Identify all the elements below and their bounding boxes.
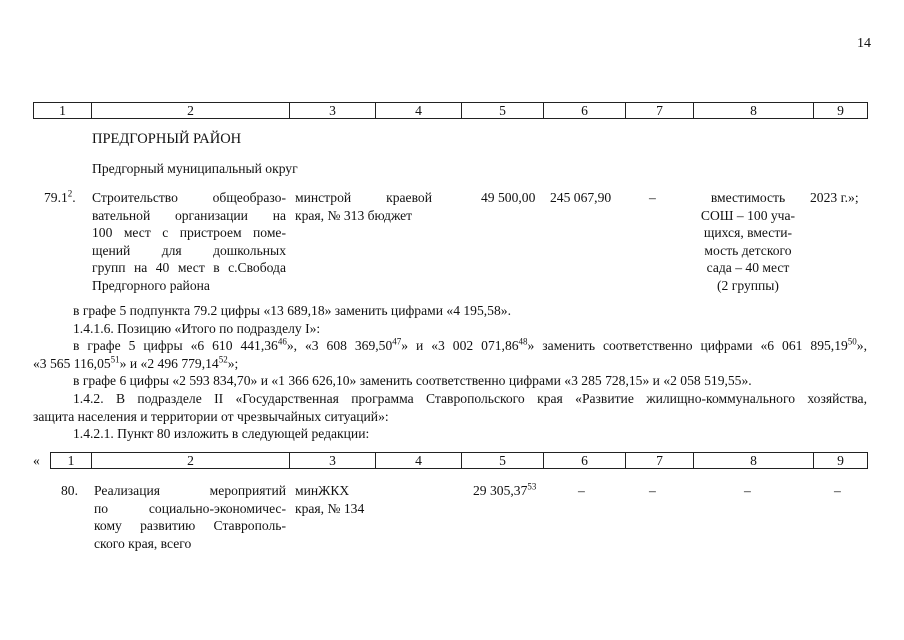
body-text: в графе 5 подпункта 79.2 цифры «13 689,18» заменить цифрами «4 195,58». 1.4.1.6. Позицию «Итого по подразделу I»: в графе 5 цифры «6 610 441,36$^{46}$», «3 608 369,50$^{47}$» и «3 002 071,86$^{48}$» заменить соответственно цифрами «6 061 895,19$^{50}$», «3 565 116,05$^{51}$» и «2 496 779,14$^{52}$»; в графе 6 цифры «2 593 834,70» и «1 366 626,10» заменить соответственно цифрами «3 285 728,15» и «2 058 519,55». 1.4.2. В подразделе II «Государственная программа Ставропольского края «Развитие жилищно-коммунального хозяйства, защита населения и территории от чрезвычайных ситуаций»: 1.4.2.1. Пункт 80 изложить в следующей редакции:: [33, 303, 867, 442]
column-number: 5: [462, 453, 544, 469]
row-description: Реализация мероприятий по социально-экономичес- кому развитию Ставрополь- ского края, всего: [94, 483, 286, 551]
cell-col8: вместимость СОШ – 100 уча- щихся, вмести- мость детского сада – 40 мест (2 группы): [700, 190, 796, 293]
column-number: 2: [92, 103, 290, 119]
column-number: 8: [694, 453, 814, 469]
row-description: Строительство общеобразо- вательной организации на 100 мест с пристроем поме- щений для дошкольных групп на 40 мест в с.Свобода Предгорного района: [92, 190, 286, 293]
section-title: ПРЕДГОРНЫЙ РАЙОН: [92, 131, 242, 147]
row-number: 79.1$^2$.: [44, 188, 76, 205]
column-number: 5: [462, 103, 544, 119]
subsection-title: Предгорный муниципальный округ: [92, 161, 298, 176]
column-number-header: [33, 102, 868, 119]
column-number: 1: [34, 103, 92, 119]
cell-col5: 49 500,00: [481, 190, 536, 205]
column-number: 1: [51, 453, 92, 469]
column-number: 4: [376, 453, 462, 469]
cell-col6: 245 067,90: [550, 190, 612, 205]
cell-col9: –: [834, 483, 841, 498]
column-number: 9: [814, 103, 868, 119]
row-number: 80.: [61, 483, 78, 498]
cell-col7: –: [649, 483, 656, 498]
column-number: 6: [544, 103, 626, 119]
column-number: 7: [626, 103, 694, 119]
column-number: 9: [814, 453, 868, 469]
column-number-header: [50, 452, 868, 469]
column-number: 8: [694, 103, 814, 119]
cell-col8: –: [744, 483, 751, 498]
column-number: 7: [626, 453, 694, 469]
column-number: 4: [376, 103, 462, 119]
page-number: 14: [857, 36, 871, 51]
cell-col9: 2023 г.»;: [810, 190, 859, 205]
cell-col6: –: [578, 483, 585, 498]
row-agency: минЖКХ края, № 134: [295, 483, 365, 516]
column-number: 3: [290, 103, 376, 119]
column-number: 3: [290, 453, 376, 469]
row-agency: минстрой краевой края, № 313 бюджет: [295, 190, 432, 223]
opening-quote: «: [33, 453, 40, 468]
column-number: 6: [544, 453, 626, 469]
cell-col5: 29 305,37$^{53}$: [473, 481, 537, 498]
column-number: 2: [92, 453, 290, 469]
cell-col7: –: [649, 190, 656, 205]
